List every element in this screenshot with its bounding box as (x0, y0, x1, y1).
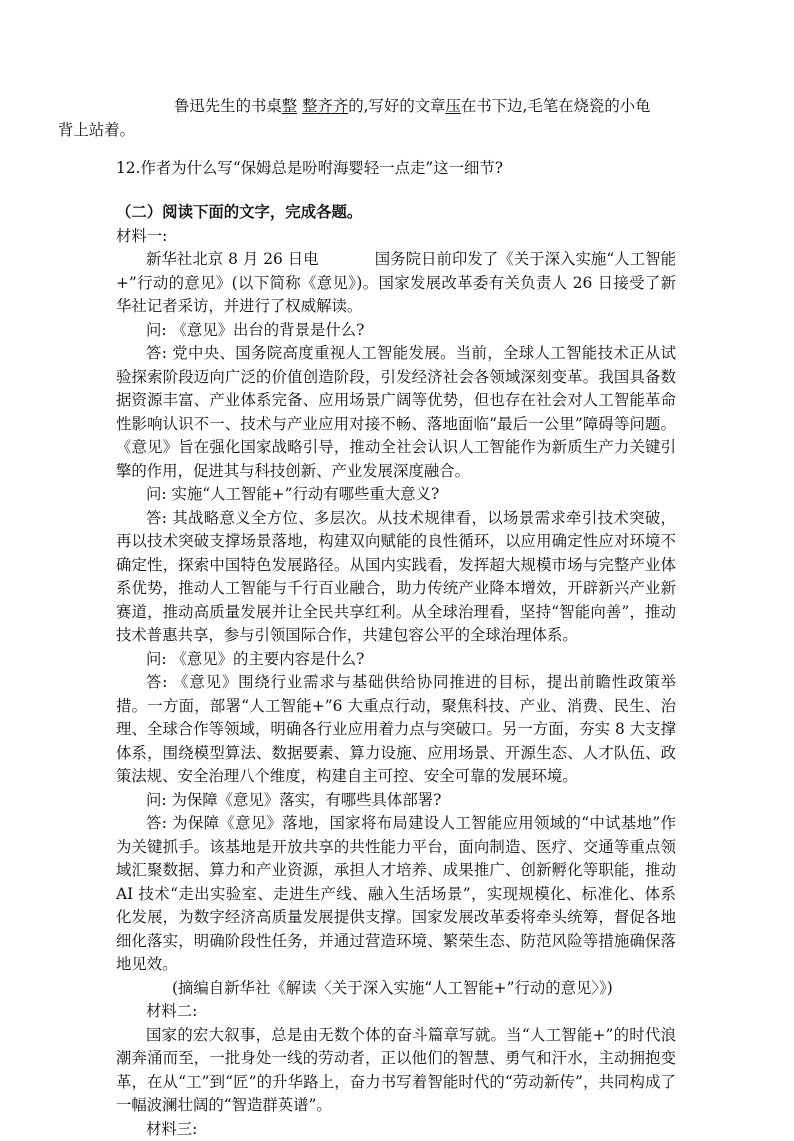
question-12-text: 12.作者为什么写“保姆总是吩咐海婴轻一点走”这一细节? (116, 157, 676, 181)
material-1-lead (116, 248, 676, 319)
qa-question-4: 问: 为保障《意见》落实，有哪些具体部署? (116, 789, 676, 813)
qa-question-2: 问: 实施“人工智能+”行动有哪些重大意义? (116, 483, 676, 507)
material-2-label: 材料二: (116, 1000, 676, 1024)
dateline: 新华社北京 8 月 26 日电 (146, 250, 319, 268)
intro-text-4: 背上站着。 (58, 121, 135, 139)
underlined-word-3: 压 (446, 97, 461, 115)
qa-answer-2: 答: 其战略意义全方位、多层次。从技术规律看，以场景需求牵引技术突破，再以技术突破支撑场景落地，构建双向赋能的良性循环，以应用确定性应对环境不确定性，探索中国特色发展路径。从国内实践看，发挥超大规模市场与完整产业体系优势，推动人工智能与千行百业融合，助力传统产业降本增效，开辟新兴产业新赛道，推动高质量发展并让全民共享红利。从全球治理看，坚持“智能向善”，推动技术普惠共享，参与引领国际合作，共建包容公平的全球治理体系。 (116, 507, 676, 648)
question-12 (116, 157, 676, 181)
qa-answer-4: 答: 为保障《意见》落地，国家将布局建设人工智能应用领域的“中试基地”作为关键抓手。该基地是开放共享的共性能力平台，面向制造、医疗、交通等重点领域汇聚数据、算力和产业资源，承担人才培养、成果推广、创新孵化等职能，推动 AI 技术“走出实验室、走进生产线、融入生活场景”，实现规模化、标准化、体系化发展，为数字经济高质量发展提供支撑。国家发展改革委将牵头统筹，督促各地细化落实，明确阶段性任务，并通过营造环境、繁荣生态、防范风险等措施确保落地见效。 (116, 812, 676, 977)
underlined-word-1: 整 (282, 97, 297, 115)
material-3-label: 材料三: (116, 1118, 676, 1141)
intro-sentence (116, 95, 676, 142)
material-1-source: (摘编自新华社《解读〈关于深入实施“人工智能+”行动的意见〉》) (116, 977, 676, 1001)
qa-answer-1: 答: 党中央、国务院高度重视人工智能发展。当前，全球人工智能技术正从试验探索阶段迈向广泛的价值创造阶段，引发经济社会各领域深刻变革。我国具备数据资源丰富、产业体系完备、应用场景广阔等优势，但也存在社会对人工智能革命性影响认识不一、技术与产业应用对接不畅、落地面临“最后一公里”障碍等问题。《意见》旨在强化国家战略引导，推动全社会认识人工智能作为新质生产力关键引擎的作用，促进其与科技创新、产业发展深度融合。 (116, 342, 676, 483)
intro-text-1: 鲁迅先生的书桌 (174, 97, 282, 115)
intro-text-2: 的,写好的文章 (348, 97, 445, 115)
material-1-label: 材料一: (116, 225, 676, 249)
intro-paragraph (116, 95, 676, 142)
material-2-text: 国家的宏大叙事，总是由无数个体的奋斗篇章写就。当“人工智能+”的时代浪潮奔涌而至，一批身处一线的劳动者，正以他们的智慧、勇气和汗水，主动拥抱变革，在从“工”到“匠”的升华路上，奋力书写着智能时代的“劳动新传”，共同构成了一幅波澜壮阔的“智造群英谱”。 (116, 1024, 676, 1118)
intro-text-3: 在书下边,毛笔在烧瓷的小龟 (461, 97, 651, 115)
qa-question-3: 问: 《意见》的主要内容是什么? (116, 648, 676, 672)
lead-text: 国务院日前印发了《关于深入实施“人工智能+”行动的意见》(以下简称《意见》)。国家发展改革委有关负责人 26 日接受了新华社记者采访，并进行了权威解读。 (116, 250, 676, 315)
qa-question-1: 问: 《意见》出台的背景是什么? (116, 319, 676, 343)
section-2-title: （二）阅读下面的文字，完成各题。 (116, 201, 676, 225)
reading-section-2 (116, 201, 676, 1141)
qa-answer-3: 答: 《意见》围绕行业需求与基础供给协同推进的目标，提出前瞻性政策举措。一方面，部署“人工智能+”6 大重点行动，聚焦科技、产业、消费、民生、治理、全球合作等领域，明确各行业应用着力点与突破口。另一方面，夯实 8 大支撑体系，围绕模型算法、数据要素、算力设施、应用场景、开源生态、人才队伍、政策法规、安全治理八个维度，构建自主可控、安全可靠的发展环境。 (116, 671, 676, 789)
underlined-word-2: 整齐齐 (302, 97, 348, 115)
